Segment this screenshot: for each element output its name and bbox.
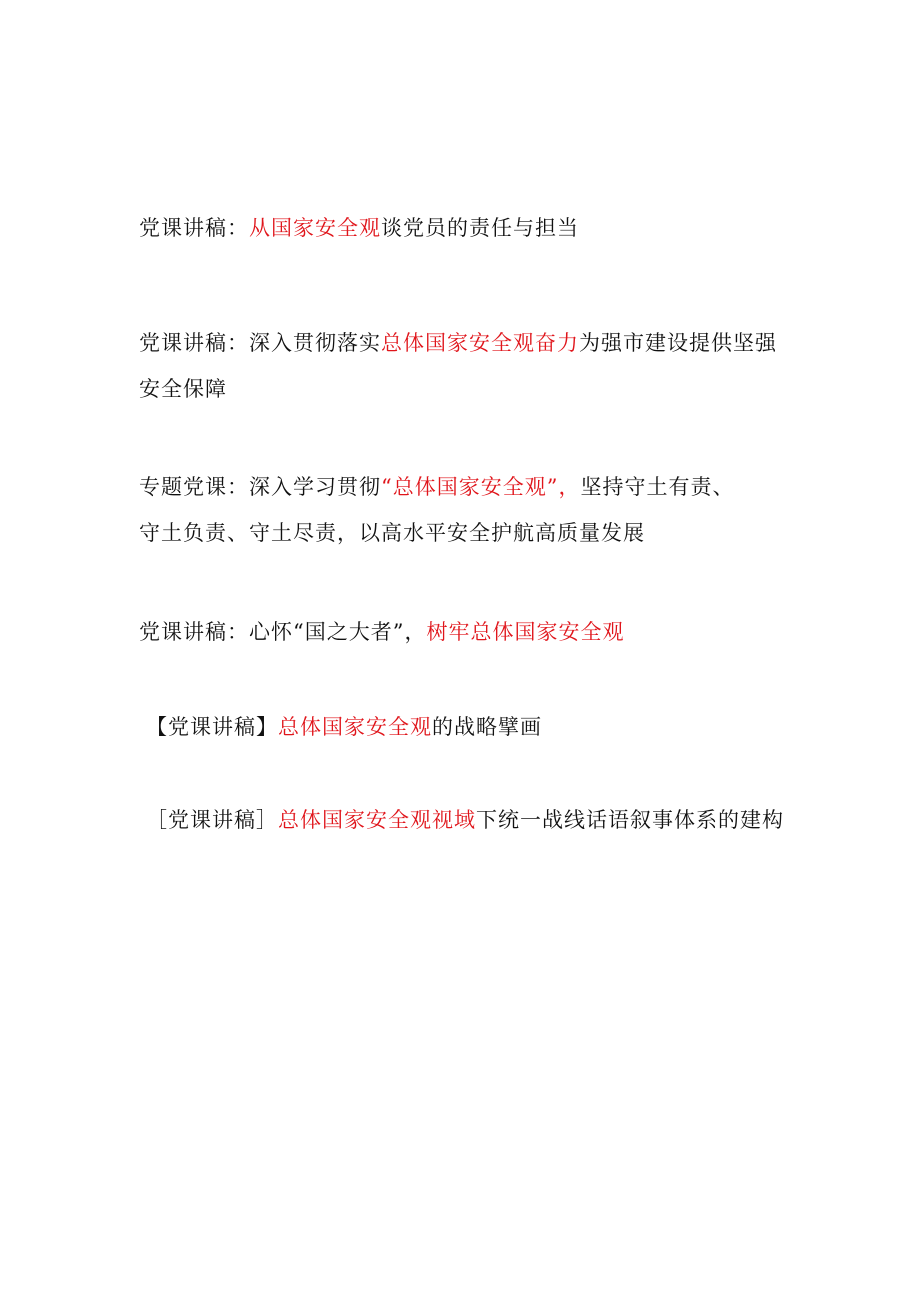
title-entry-2 [139, 320, 779, 412]
entry-suffix: 的战略擘画 [432, 715, 542, 739]
entry-prefix: 党课讲稿： [139, 216, 249, 240]
entry-suffix: 谈党员的责任与担当 [381, 216, 579, 240]
entry-prefix: 【党课讲稿】 [146, 715, 278, 739]
entry-highlight: 总体国家安全观 [278, 715, 432, 739]
title-entry-5 [146, 704, 796, 750]
entry-highlight: 树牢总体国家安全观 [426, 620, 625, 644]
entry-prefix: 党课讲稿：心怀“国之大者”， [139, 620, 427, 644]
entry-suffix: 为强市建设提供坚强安全保障 [139, 331, 777, 401]
entry-highlight: 从国家安全观 [249, 216, 381, 240]
entry-prefix: ［党课讲稿］ [146, 808, 278, 832]
title-entry-6 [139, 797, 789, 843]
entry-highlight: 总体国家安全观视域 [278, 808, 476, 832]
entry-highlight: “总体国家安全观”， [381, 475, 581, 499]
title-entry-1 [139, 205, 789, 251]
entry-suffix: 下统一战线话语叙事体系的建构 [476, 808, 784, 832]
entry-prefix: 党课讲稿：深入贯彻落实 [139, 331, 381, 355]
title-entry-4 [139, 609, 789, 655]
entry-prefix: 专题党课：深入学习贯彻 [139, 475, 381, 499]
entry-suffix: 坚持守土有责、守土负责、守土尽责，以高水平安全护航高质量发展 [139, 475, 735, 545]
title-entry-3 [139, 464, 749, 556]
entry-highlight: 总体国家安全观奋力 [381, 331, 579, 355]
